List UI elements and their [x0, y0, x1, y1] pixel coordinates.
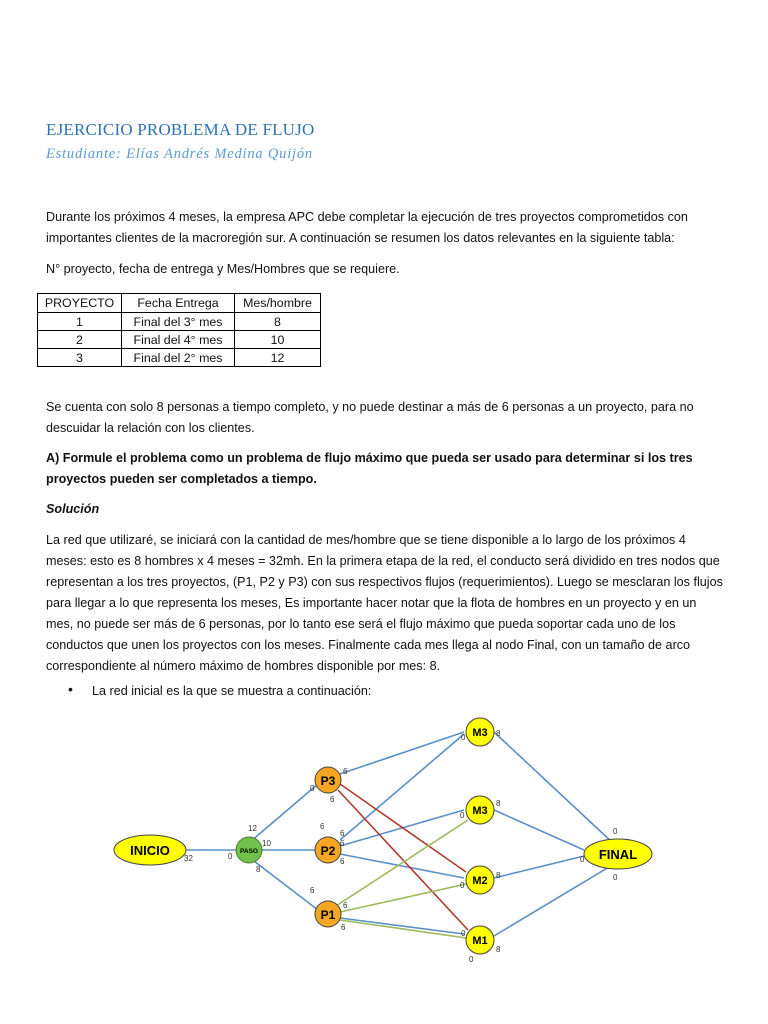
capacity-label: 0	[469, 955, 474, 964]
edge-p1-m1	[340, 918, 464, 934]
table-header: Fecha Entrega	[122, 294, 235, 313]
node-m1-label: M1	[472, 935, 488, 947]
table-cell: 1	[38, 313, 122, 331]
node-m2-label: M2	[472, 875, 488, 887]
capacity-label: 6	[310, 886, 315, 895]
table-cell: Final del 2° mes	[122, 349, 235, 367]
solution-line: correspondiente al número máximo de hombres disponible por mes: 8.	[46, 659, 441, 673]
table-cell: Final del 3° mes	[122, 313, 235, 331]
capacity-label: 6	[343, 901, 348, 910]
capacity-label: 6	[340, 839, 345, 848]
capacity-label: 0	[613, 873, 618, 882]
intro-paragraph	[46, 207, 728, 249]
capacity-label: 6	[320, 822, 325, 831]
edge-p1-m3b	[336, 820, 468, 906]
question-line: proyectos pueden ser completados a tiempo.	[46, 472, 317, 486]
capacity-label: 8	[496, 871, 501, 880]
document-title: EJERCICIO PROBLEMA DE FLUJO	[46, 120, 315, 139]
capacity-label: 0	[310, 784, 315, 793]
node-final-label: FINAL	[598, 847, 638, 862]
edge-paso-p3	[250, 784, 318, 842]
solution-line: meses: esto es 8 hombres x 4 meses = 32mh. En la primera etapa de la red, el conducto será dividido en tres nodos que	[46, 554, 720, 568]
capacity-label: 0	[460, 881, 465, 890]
node-inicio	[114, 835, 186, 865]
capacity-label: 0	[461, 929, 466, 938]
table-cell: 3	[38, 349, 122, 367]
table-cell: Final del 4° mes	[122, 331, 235, 349]
capacity-label: 8	[496, 729, 501, 738]
solution-line: mes, no puede ser más de 6 personas, por lo tanto ese será el flujo máximo que pueda soportar cada uno de los	[46, 617, 676, 631]
question-paragraph	[46, 448, 728, 490]
node-m1	[466, 926, 494, 954]
capacity-label: 32	[184, 854, 193, 863]
capacity-label: 6	[343, 767, 348, 776]
table-cell: 10	[235, 331, 321, 349]
table-header-row	[38, 294, 321, 313]
node-p2	[315, 837, 341, 863]
solution-heading: Solución	[46, 502, 100, 516]
table-cell: 2	[38, 331, 122, 349]
edge-p3-m2	[340, 784, 466, 872]
capacity-label: 0	[580, 855, 585, 864]
intro-line: importantes clientes de la macroregión sur. A continuación se resumen los datos relevantes en la siguiente tabla:	[46, 231, 675, 245]
table-row	[38, 331, 321, 349]
node-p1-label: P1	[320, 908, 336, 922]
node-m3a	[466, 718, 494, 746]
solution-line: representan a los tres proyectos, (P1, P2 y P3) con sus respectivos flujos (requerimientos). Luego se mesclaran los flujos	[46, 575, 723, 589]
node-m2	[466, 866, 494, 894]
node-m3b	[466, 796, 494, 824]
constraint-paragraph	[46, 397, 728, 439]
edge-p2-m3a	[340, 734, 464, 840]
capacity-label: 10	[262, 839, 271, 848]
table-cell: 8	[235, 313, 321, 331]
capacity-label: 0	[460, 811, 465, 820]
node-p3	[315, 767, 341, 793]
node-paso-label: PASO	[240, 848, 258, 855]
node-m3b-label: M3	[472, 805, 488, 817]
table-row	[38, 349, 321, 367]
capacity-label: 6	[340, 829, 345, 838]
table-header: Mes/hombre	[235, 294, 321, 313]
capacity-label: 12	[248, 824, 257, 833]
bullet-text: La red inicial es la que se muestra a continuación:	[92, 684, 372, 698]
node-m3a-label: M3	[472, 727, 488, 739]
constraint-line: Se cuenta con solo 8 personas a tiempo completo, y no puede destinar a más de 6 personas a un proyecto, para no	[46, 400, 694, 414]
edge-p3-m3a	[340, 732, 464, 774]
edge-m1-final	[494, 864, 614, 936]
solution-line: para llegar a lo que representa los meses, Es importante hacer notar que la flota de hombres en un proyecto y en un	[46, 596, 697, 610]
table-caption: N° proyecto, fecha de entrega y Mes/Hombres que se requiere.	[46, 262, 400, 276]
edge-p1-m1-green	[340, 920, 466, 938]
edge-m3b-final	[494, 810, 584, 850]
capacity-label: 8	[256, 865, 261, 874]
capacity-label: 0	[613, 827, 618, 836]
table-header: PROYECTO	[38, 294, 122, 313]
solution-paragraph	[46, 530, 728, 677]
capacity-label: 6	[330, 795, 335, 804]
document-subtitle: Estudiante: Elías Andrés Medina Quijón	[46, 146, 313, 162]
bullet-icon: •	[68, 681, 73, 697]
solution-line: conductos que unen los proyectos con los meses. Finalmente cada mes llega al nodo Final, con un tamaño de arco	[46, 638, 691, 652]
node-p3-label: P3	[320, 774, 336, 788]
flow-network-diagram	[110, 712, 670, 974]
capacity-label: 8	[496, 945, 501, 954]
intro-line: Durante los próximos 4 meses, la empresa APC debe completar la ejecución de tres proyectos comprometidos con	[46, 210, 688, 224]
constraint-line: descuidar la relación con los clientes.	[46, 421, 255, 435]
node-p1	[315, 901, 341, 927]
question-line: A) Formule el problema como un problema de flujo máximo que pueda ser usado para determinar si los tres	[46, 451, 693, 465]
capacity-label: 0	[228, 852, 233, 861]
capacity-label: 0	[461, 733, 466, 742]
project-table	[37, 293, 321, 367]
node-final	[584, 839, 652, 869]
capacity-label: 6	[340, 857, 345, 866]
solution-line: La red que utilizaré, se iniciará con la cantidad de mes/hombre que se tiene disponible a lo largo de los próximos 4	[46, 533, 686, 547]
capacity-label: 6	[341, 923, 346, 932]
node-paso	[236, 837, 262, 863]
edge-m2-final	[494, 856, 584, 878]
network-edges	[184, 732, 614, 938]
edge-m3a-final	[494, 732, 614, 844]
node-p2-label: P2	[320, 844, 336, 858]
node-inicio-label: INICIO	[130, 843, 170, 858]
table-cell: 12	[235, 349, 321, 367]
capacity-label: 8	[496, 799, 501, 808]
table-row	[38, 313, 321, 331]
